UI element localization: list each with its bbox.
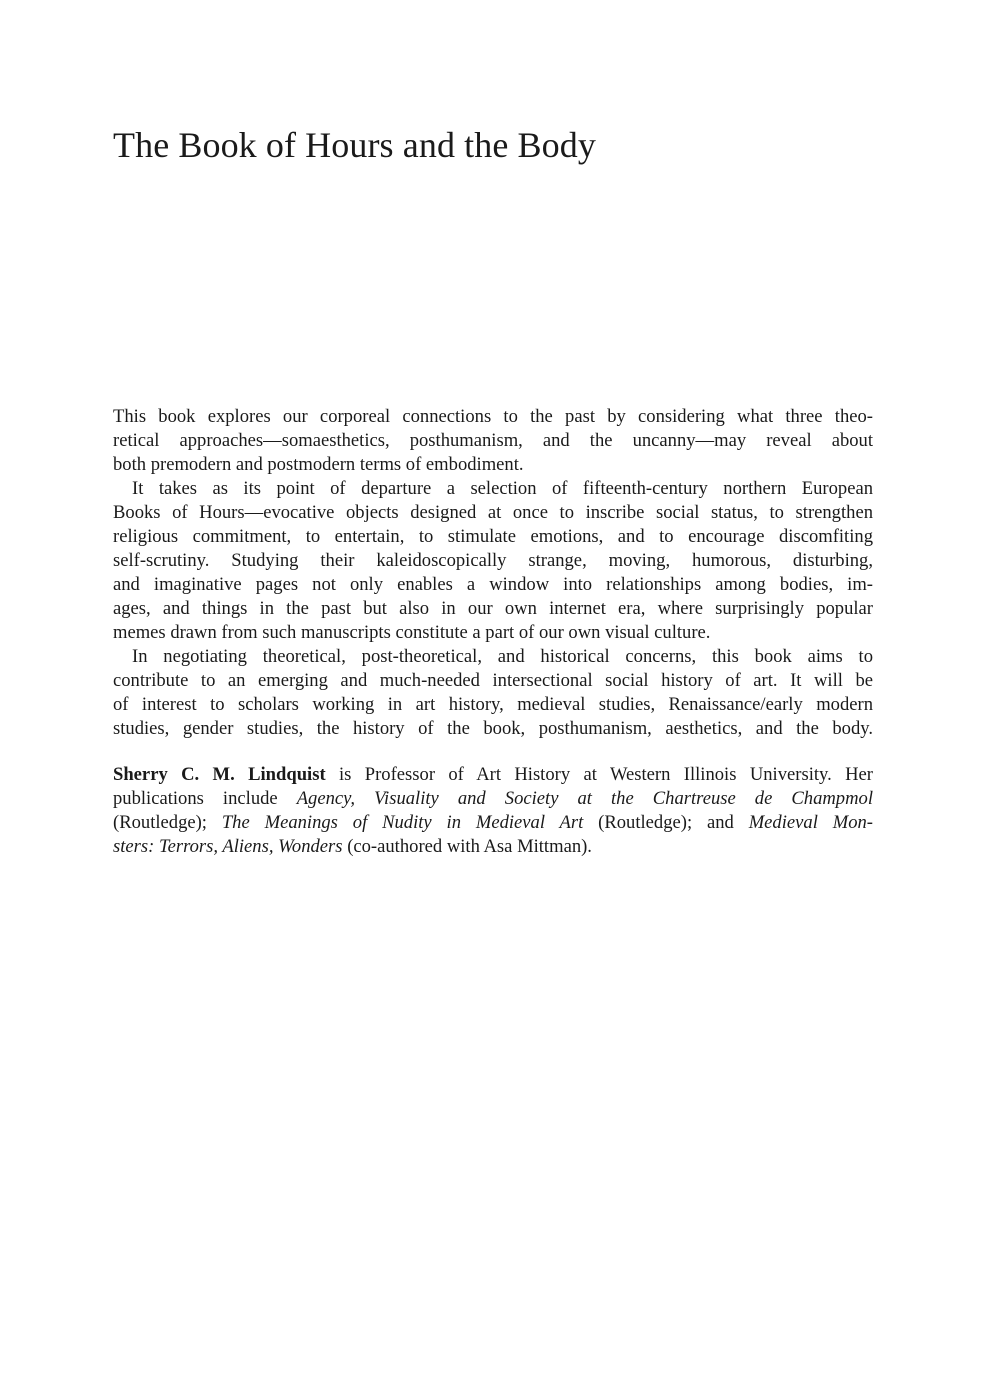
bio-text: is Professor of Art History at Western Illinois University. Her [325, 764, 874, 785]
description-line: retical approaches—somaesthetics, posthumanism, and the uncanny—may reveal about [113, 430, 873, 451]
description-line: studies, gender studies, the history of the book, posthumanism, aesthetics, and the body. [113, 718, 873, 739]
description-line: contribute to an emerging and much-needed intersectional social history of art. It will be [113, 670, 873, 691]
author-name: Sherry C. M. Lindquist [113, 764, 326, 785]
bio-line [113, 763, 873, 787]
bio-text: publications include [113, 788, 297, 809]
description-line: religious commitment, to entertain, to stimulate emotions, and to encourage discomfiting [113, 526, 873, 547]
book-title: The Book of Hours and the Body [113, 125, 596, 165]
description-line: This book explores our corporeal connections to the past by considering what three theo- [113, 406, 873, 427]
description-line: Books of Hours—evocative objects designed at once to inscribe social status, to strengthen [113, 502, 873, 523]
bio-text: (Routledge); [113, 812, 222, 833]
book-description [113, 405, 873, 741]
description-line: It takes as its point of departure a selection of fifteenth-century northern European [132, 478, 873, 499]
author-bio [113, 763, 873, 859]
bio-line [113, 811, 873, 835]
description-line: both premodern and postmodern terms of embodiment. [113, 454, 524, 475]
description-line: and imaginative pages not only enables a window into relationships among bodies, im- [113, 574, 873, 595]
book-title-agency: Agency, Visuality and Society at the Chartreuse de Champmol [296, 788, 873, 809]
description-line: of interest to scholars working in art history, medieval studies, Renaissance/early modern [113, 694, 873, 715]
book-title-monsters-part2: sters: Terrors, Aliens, Wonders [113, 836, 343, 857]
bio-text: (co-authored with Asa Mittman). [342, 836, 592, 857]
description-line: self-scrutiny. Studying their kaleidoscopically strange, moving, humorous, disturbing, [113, 550, 873, 571]
book-title-monsters-part1: Medieval Mon- [748, 812, 873, 833]
description-line: memes drawn from such manuscripts constitute a part of our own visual culture. [113, 622, 711, 643]
bio-text: (Routledge); and [583, 812, 749, 833]
book-title-nudity: The Meanings of Nudity in Medieval Art [221, 812, 584, 833]
bio-line [113, 835, 873, 859]
bio-line [113, 787, 873, 811]
description-line: In negotiating theoretical, post-theoretical, and historical concerns, this book aims to [132, 646, 873, 667]
description-line: ages, and things in the past but also in our own internet era, where surprisingly popular [113, 598, 873, 619]
